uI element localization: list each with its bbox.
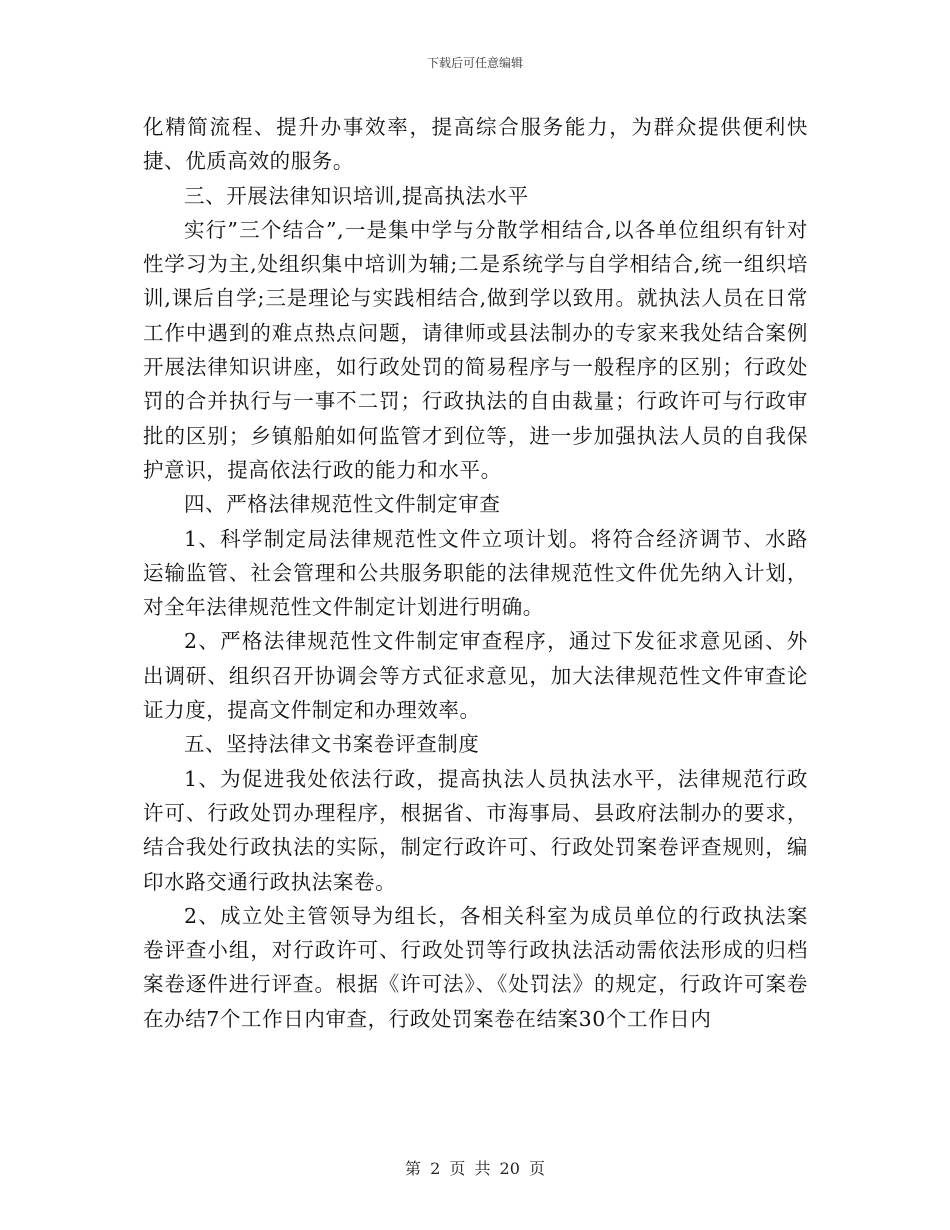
document-body: [143, 110, 808, 1036]
paragraph-training: 实行”三个结合”,一是集中学与分散学相结合,以各单位组织有针对性学习为主,处组织集中培训为辅;二是系统学与自学相结合,统一组织培训,课后自学;三是理论与实践相结合,做到学以致用。就执法人员在日常工作中遇到的难点热点问题，请律师或县法制办的专家来我处结合案例开展法律知识讲座，如行政处罚的简易程序与一般程序的区别；行政处罚的合并执行与一事不二罚；行政执法的自由裁量；行政许可与行政审批的区别；乡镇船舶如何监管才到位等，进一步加强执法人员的自我保护意识，提高依法行政的能力和水平。: [143, 217, 808, 482]
section-heading-3: 三、开展法律知识培训,提高执法水平: [184, 183, 529, 208]
paragraph-5-2: 2、成立处主管领导为组长，各相关科室为成员单位的行政执法案卷评查小组，对行政许可、行政处罚等行政执法活动需依法形成的归档案卷逐件进行评查。根据《许可法》、《处罚法》的规定，行政许可案卷在办结7个工作日内审查，行政处罚案卷在结案30个工作日内: [143, 903, 808, 1031]
section-heading-5: 五、坚持法律文书案卷评查制度: [184, 732, 480, 757]
paragraph-4-1: 1、科学制定局法律规范性文件立项计划。将符合经济调节、水路运输监管、社会管理和公共服务职能的法律规范性文件优先纳入计划，对全年法律规范性文件制定计划进行明确。: [143, 526, 808, 620]
paragraph-5-1: 1、为促进我处依法行政，提高执法人员执法水平，法律规范行政许可、行政处罚办理程序，根据省、市海事局、县政府法制办的要求，结合我处行政执法的实际，制定行政许可、行政处罚案卷评查规则，编印水路交通行政执法案卷。: [143, 766, 808, 894]
paragraph-4-2: 2、严格法律规范性文件制定审查程序，通过下发征求意见函、外出调研、组织召开协调会等方式征求意见，加大法律规范性文件审查论证力度，提高文件制定和办理效率。: [143, 629, 808, 723]
page-header: 下载后可任意编辑: [426, 56, 523, 70]
section-heading-4: 四、严格法律规范性文件制定审查: [184, 492, 501, 517]
page-number: 第 2 页 共 20 页: [405, 1159, 545, 1178]
paragraph-1: 化精简流程、提升办事效率，提高综合服务能力，为群众提供便利快捷、优质高效的服务。: [143, 115, 808, 174]
